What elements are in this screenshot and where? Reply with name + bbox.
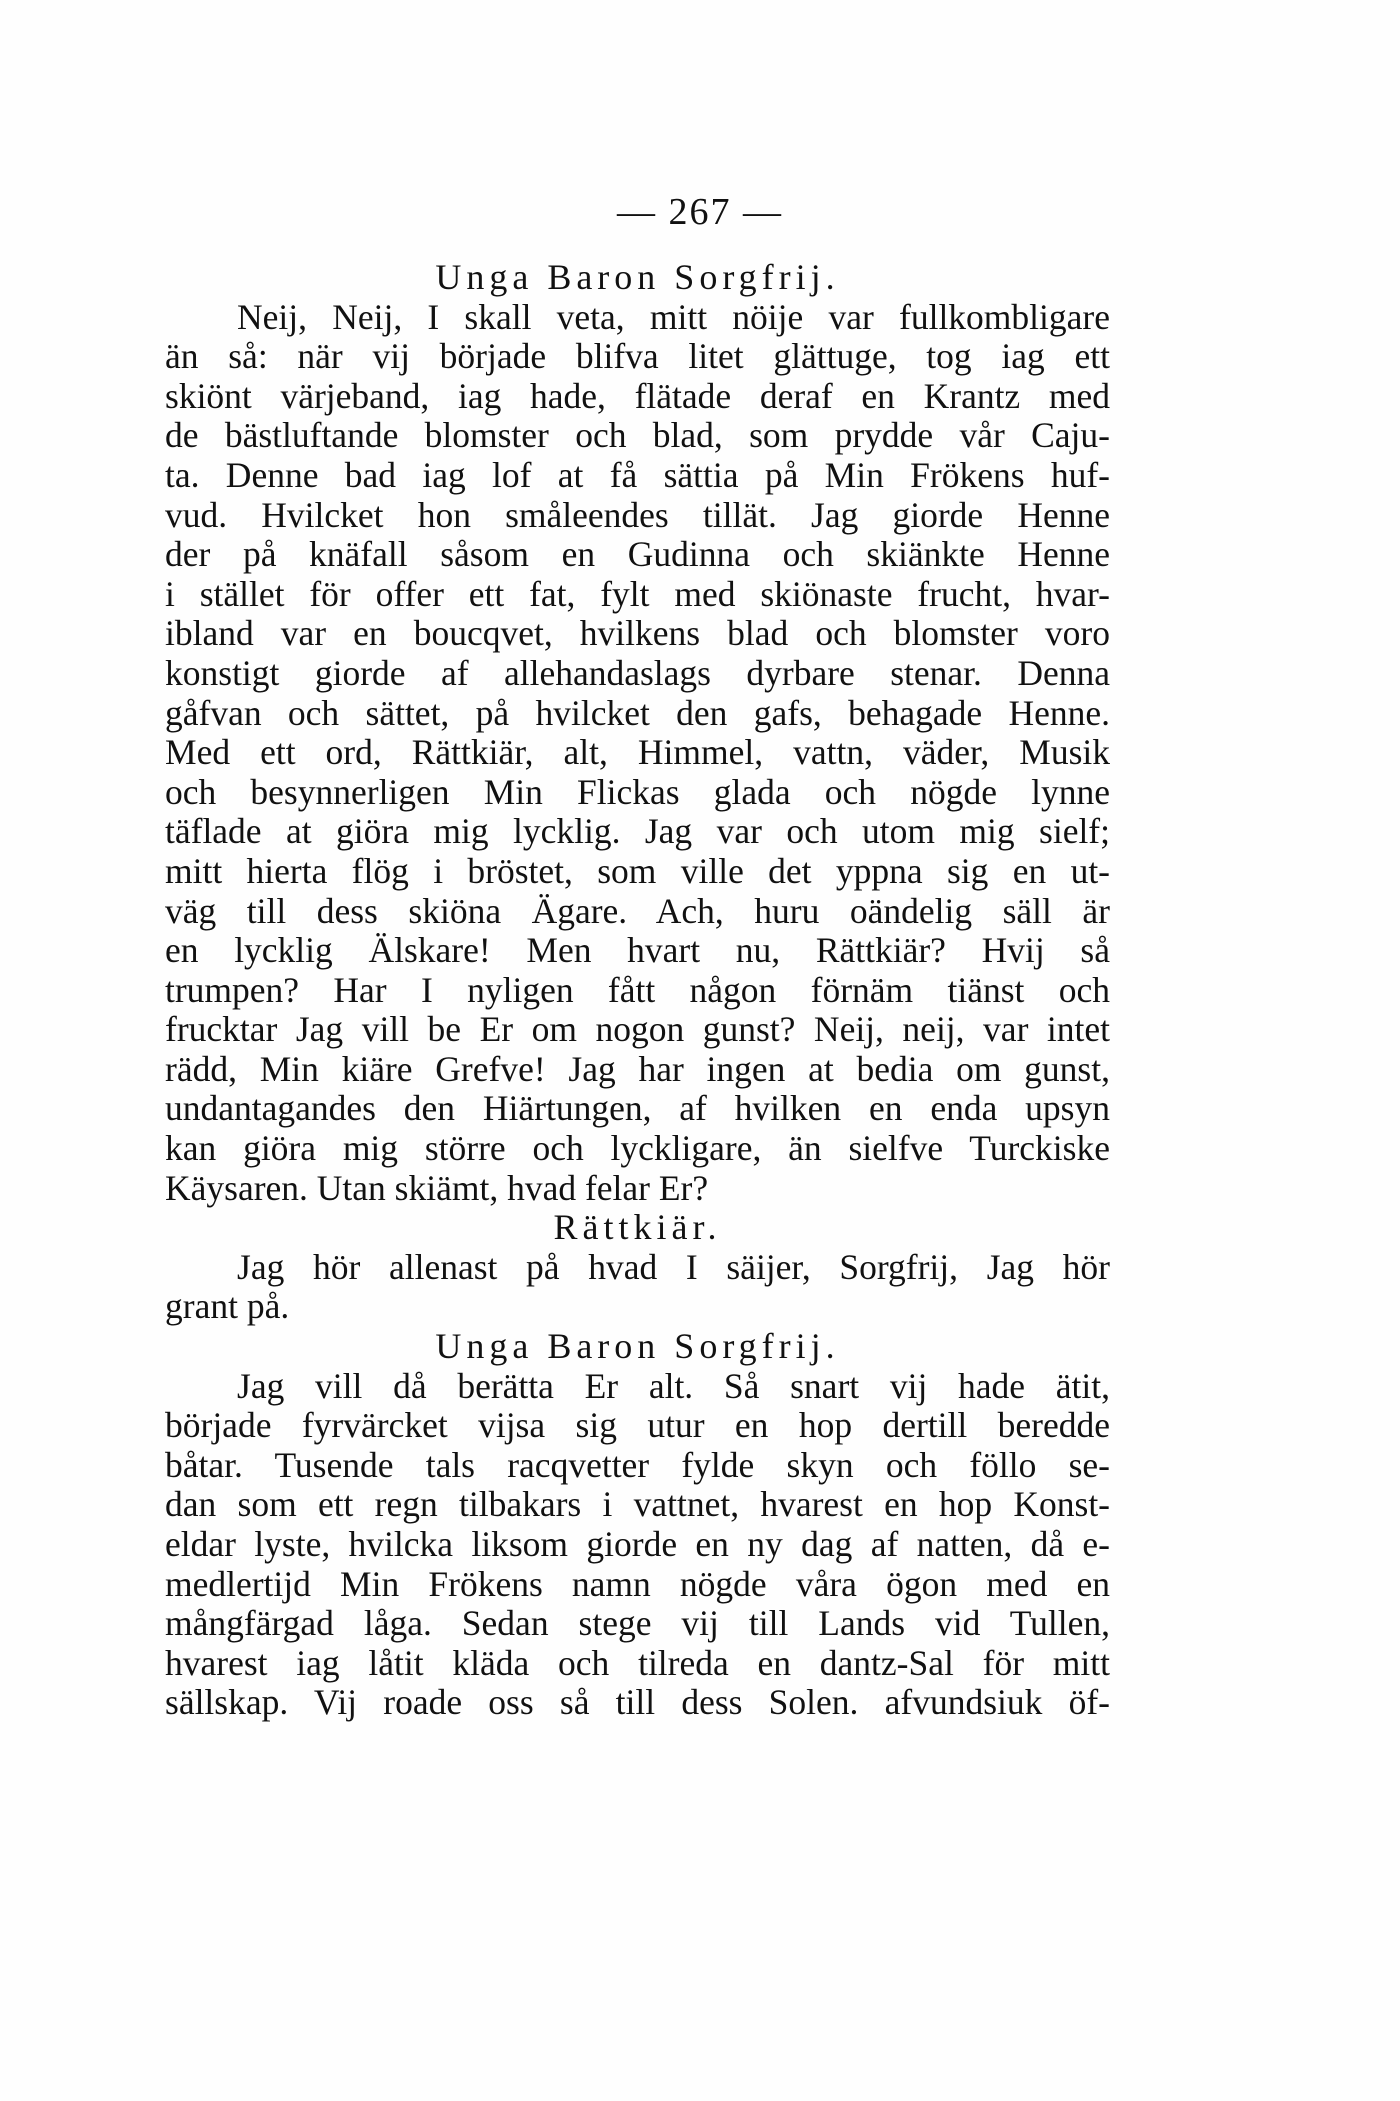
text-line: än så: när vij började blifva litet glättuge, tog iag ett — [165, 336, 1110, 377]
speaker-heading: Unga Baron Sorgfrij. — [435, 257, 840, 297]
text-line: kan giöra mig större och lyckligare, än sielfve Turckiske — [165, 1128, 1110, 1169]
text-line: sällskap. Vij roade oss så till dess Solen. afvundsiuk öf- — [165, 1682, 1110, 1723]
text-line: undantagandes den Hiärtungen, af hvilken en enda upsyn — [165, 1088, 1110, 1129]
paragraph — [165, 298, 1110, 1209]
text-line: i stället för offer ett fat, fylt med skiönaste frucht, hvar- — [165, 573, 1110, 614]
text-line: skiönt värjeband, iag hade, flätade deraf en Krantz med — [165, 375, 1110, 416]
text-line: Neij, Neij, I skall veta, mitt nöije var fullkombligare — [237, 296, 1110, 337]
text-line: medlertijd Min Frökens namn nögde våra ögon med en — [165, 1563, 1110, 1604]
text-line: Med ett ord, Rättkiär, alt, Himmel, vattn, väder, Musik — [165, 732, 1110, 773]
text-line: trumpen? Har I nyligen fått någon förnäm tiänst och — [165, 969, 1110, 1010]
text-line: en lycklig Älskare! Men hvart nu, Rättkiär? Hvij så — [165, 930, 1110, 971]
paragraph — [165, 1248, 1110, 1327]
text-line: eldar lyste, hvilcka liksom giorde en ny dag af natten, då e- — [165, 1524, 1110, 1564]
page-number: — 267 — — [617, 191, 783, 233]
speaker-heading: Unga Baron Sorgfrij. — [435, 1326, 840, 1367]
text-line: konstigt giorde af allehandaslags dyrbare stenar. Denna — [165, 652, 1110, 693]
text-line: der på knäfall såsom en Gudinna och skiänkte Henne — [165, 534, 1110, 575]
text-line: Jag vill då berätta Er alt. Så snart vij hade ätit, — [237, 1365, 1110, 1406]
text-line: täflade at giöra mig lycklig. Jag var och utom mig sielf; — [165, 811, 1110, 852]
text-line: rädd, Min kiäre Grefve! Jag har ingen at bedia om gunst, — [165, 1048, 1110, 1089]
speaker-heading: Rättkiär. — [553, 1207, 722, 1248]
text-line: de bästluftande blomster och blad, som prydde vår Caju- — [165, 415, 1110, 456]
paragraph — [165, 1367, 1110, 1723]
text-line: grant på. — [165, 1286, 290, 1327]
text-line: Jag hör allenast på hvad I säijer, Sorgfrij, Jag hör — [237, 1246, 1110, 1287]
text-line: dan som ett regn tilbakars i vattnet, hvarest en hop Konst- — [165, 1484, 1110, 1525]
text-line: gåfvan och sättet, på hvilcket den gafs, behagade Henne. — [165, 692, 1110, 733]
text-line: vud. Hvilcket hon småleendes tillät. Jag giorde Henne — [165, 494, 1110, 535]
text-line: väg till dess skiöna Ägare. Ach, huru oändelig säll är — [165, 890, 1110, 931]
text-line: mitt hierta flög i bröstet, som ville det yppna sig en ut- — [165, 850, 1110, 891]
page-text — [165, 258, 1110, 1723]
text-line: ta. Denne bad iag lof at få sättia på Min Frökens huf- — [165, 454, 1110, 495]
text-line: båtar. Tusende tals racqvetter fylde skyn och föllo se- — [165, 1444, 1110, 1485]
text-line: och besynnerligen Min Flickas glada och nögde lynne — [165, 771, 1110, 812]
text-line: Käysaren. Utan skiämt, hvad felar Er? — [165, 1167, 709, 1208]
text-line: ibland var en boucqvet, hvilkens blad och blomster voro — [165, 613, 1110, 654]
text-line: började fyrvärcket vijsa sig utur en hop dertill beredde — [165, 1405, 1110, 1446]
text-line: hvarest iag låtit kläda och tilreda en dantz-Sal för mitt — [165, 1642, 1110, 1683]
text-line: mångfärgad låga. Sedan stege vij till Lands vid Tullen, — [165, 1603, 1110, 1644]
text-line: frucktar Jag vill be Er om nogon gunst? Neij, neij, var intet — [165, 1009, 1110, 1050]
